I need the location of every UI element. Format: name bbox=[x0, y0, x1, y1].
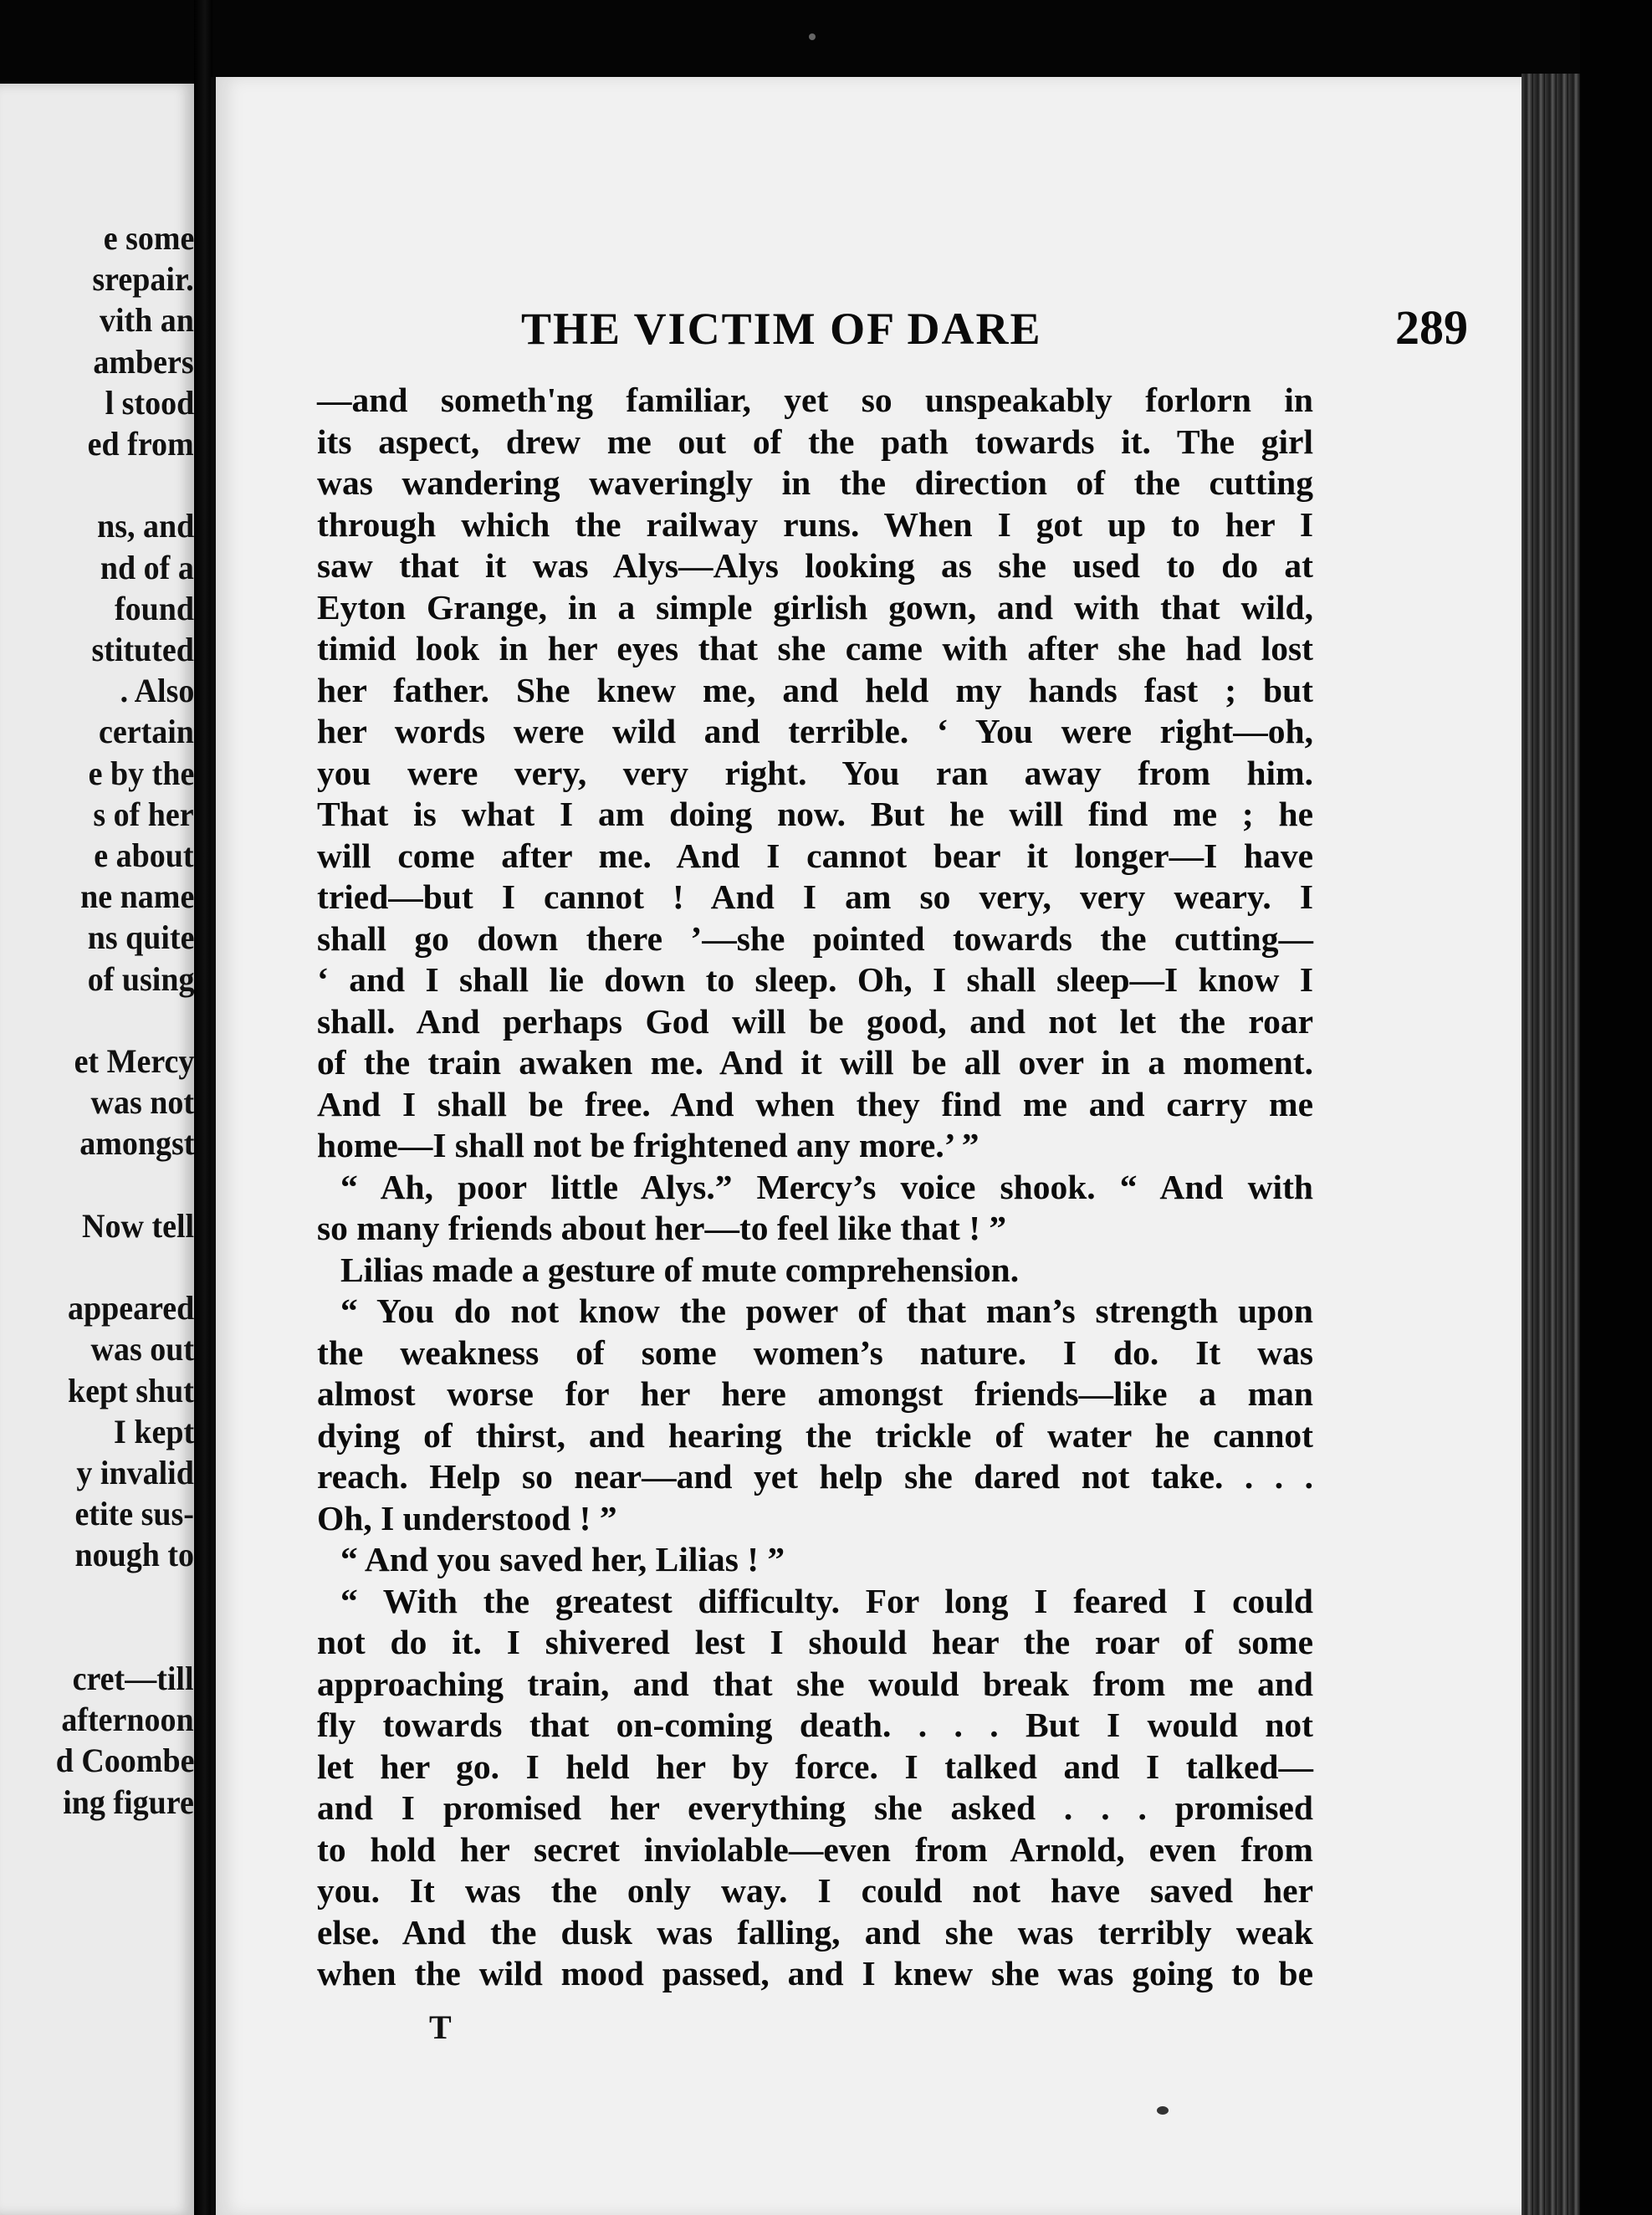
left-page-line: . Also bbox=[120, 672, 194, 710]
text-line: of the train awaken me. And it will be all over in a moment. bbox=[317, 1043, 1313, 1082]
left-page-line: kept shut bbox=[67, 1371, 194, 1409]
left-page-line: afternoon bbox=[61, 1701, 194, 1739]
previous-page-fragment bbox=[0, 84, 194, 2215]
book-gutter bbox=[194, 0, 212, 2215]
text-line: “ And you saved her, Lilias ! ” bbox=[340, 1540, 785, 1578]
left-page-line: nough to bbox=[74, 1536, 194, 1574]
text-line: saw that it was Alys—Alys looking as she used to do at bbox=[317, 546, 1313, 585]
left-page-line: was out bbox=[90, 1330, 194, 1368]
text-line: tried—but I cannot ! And I am so very, very weary. I bbox=[317, 877, 1313, 916]
text-line: approaching train, and that she would break from me and bbox=[317, 1664, 1313, 1703]
left-page-line: cret—till bbox=[73, 1660, 194, 1697]
text-line: so many friends about her—to feel like that ! ” bbox=[317, 1209, 1007, 1247]
left-page-line: nd of a bbox=[100, 548, 194, 586]
text-line: almost worse for her here amongst friends—like a man bbox=[317, 1374, 1313, 1413]
left-page-line: was not bbox=[90, 1083, 194, 1122]
text-line: her father. She knew me, and held my hands fast ; but bbox=[317, 670, 1313, 709]
text-line: Lilias made a gesture of mute comprehension. bbox=[340, 1250, 1020, 1289]
text-line: the weakness of some women’s nature. I do. It was bbox=[317, 1333, 1313, 1372]
left-page-line: of using bbox=[87, 959, 194, 998]
text-line: let her go. I held her by force. I talked and I talked— bbox=[317, 1747, 1313, 1786]
text-line: ‘ and I shall lie down to sleep. Oh, I shall sleep—I know I bbox=[317, 960, 1313, 999]
left-page-line: ing figure bbox=[63, 1783, 194, 1821]
running-title: THE VICTIM OF DARE bbox=[521, 304, 1042, 354]
text-line: not do it. I shivered lest I should hear the roar of some bbox=[317, 1623, 1313, 1661]
left-page-line: found bbox=[114, 589, 194, 627]
left-page-line: appeared bbox=[67, 1289, 194, 1327]
text-line: to hold her secret inviolable—even from Arnold, even from bbox=[317, 1829, 1313, 1869]
text-line: else. And the dusk was falling, and she was terribly weak bbox=[317, 1912, 1313, 1952]
running-head bbox=[216, 300, 1527, 361]
scan-background-right bbox=[1580, 0, 1652, 2215]
text-line: Eyton Grange, in a simple girlish gown, and with that wild, bbox=[317, 587, 1313, 627]
text-line: and I promised her everything she asked . . . promised bbox=[317, 1788, 1313, 1827]
left-page-line: certain bbox=[99, 713, 194, 751]
text-line: shall. And perhaps God will be good, and not let the roar bbox=[317, 1001, 1313, 1041]
left-page-line: vith an bbox=[100, 301, 194, 340]
left-page-line: srepair. bbox=[92, 260, 194, 299]
left-page-line: e some bbox=[103, 219, 194, 257]
text-line: home—I shall not be frightened any more.’ ” bbox=[317, 1126, 979, 1164]
left-page-line: ne name bbox=[79, 877, 194, 916]
text-line: That is what I am doing now. But he will find me ; he bbox=[317, 795, 1313, 833]
page-number: 289 bbox=[1395, 300, 1468, 355]
text-line: through which the railway runs. When I got up to her I bbox=[317, 504, 1313, 544]
text-line: “ With the greatest difficulty. For long I feared I could bbox=[340, 1581, 1313, 1620]
text-line: fly towards that on-coming death. . . . But I would not bbox=[317, 1706, 1313, 1744]
left-page-line: y invalid bbox=[76, 1454, 194, 1491]
left-page-line: ns quite bbox=[87, 918, 194, 957]
text-line: “ You do not know the power of that man’s strength upon bbox=[340, 1292, 1313, 1330]
text-line: timid look in her eyes that she came with after she had lost bbox=[317, 629, 1313, 668]
text-line: its aspect, drew me out of the path towards it. The girl bbox=[317, 422, 1313, 461]
ink-smudge bbox=[1157, 2106, 1169, 2115]
text-line: And I shall be free. And when they find me and carry me bbox=[317, 1084, 1313, 1123]
text-line: “ Ah, poor little Alys.” Mercy’s voice shook. “ And with bbox=[340, 1167, 1313, 1206]
left-page-line: I kept bbox=[113, 1412, 194, 1450]
left-page-line: e about bbox=[94, 836, 194, 874]
left-page-line: l stood bbox=[105, 383, 194, 422]
book-page bbox=[211, 77, 1527, 2215]
text-line: —and someth'ng familiar, yet so unspeakably forlorn in bbox=[317, 381, 1313, 419]
left-page-line: amongst bbox=[79, 1124, 194, 1163]
text-line: was wandering waveringly in the direction of the cutting bbox=[317, 463, 1313, 502]
text-line: reach. Help so near—and yet help she dared not take. . . . bbox=[317, 1457, 1313, 1496]
text-line: her words were wild and terrible. ‘ You were right—oh, bbox=[317, 712, 1313, 750]
left-page-line: ns, and bbox=[96, 507, 194, 545]
left-page-line: stituted bbox=[91, 631, 194, 668]
text-line: Oh, I understood ! ” bbox=[317, 1498, 617, 1537]
text-line: dying of thirst, and hearing the trickle of water he cannot bbox=[317, 1415, 1313, 1455]
left-page-line: ambers bbox=[93, 342, 194, 381]
left-page-line: d Coombe bbox=[55, 1742, 194, 1780]
body-text bbox=[317, 380, 1313, 1995]
left-page-line: etite sus- bbox=[74, 1495, 194, 1533]
text-line: you were very, very right. You ran away from him. bbox=[317, 753, 1313, 792]
left-page-line: et Mercy bbox=[74, 1042, 194, 1080]
left-page-line: s of her bbox=[93, 795, 194, 833]
signature-mark: T bbox=[429, 2008, 452, 2046]
text-line: you. It was the only way. I could not have saved her bbox=[317, 1871, 1313, 1910]
left-page-line: e by the bbox=[88, 754, 194, 792]
dust-speck bbox=[809, 33, 816, 40]
text-line: when the wild mood passed, and I knew she was going to be bbox=[317, 1954, 1313, 1992]
left-page-line: ed from bbox=[88, 425, 194, 463]
text-line: shall go down there ’—she pointed towards the cutting— bbox=[317, 918, 1313, 958]
page-edges bbox=[1522, 74, 1580, 2215]
left-page-line: Now tell bbox=[81, 1206, 194, 1245]
text-line: will come after me. And I cannot bear it longer—I have bbox=[317, 836, 1313, 875]
